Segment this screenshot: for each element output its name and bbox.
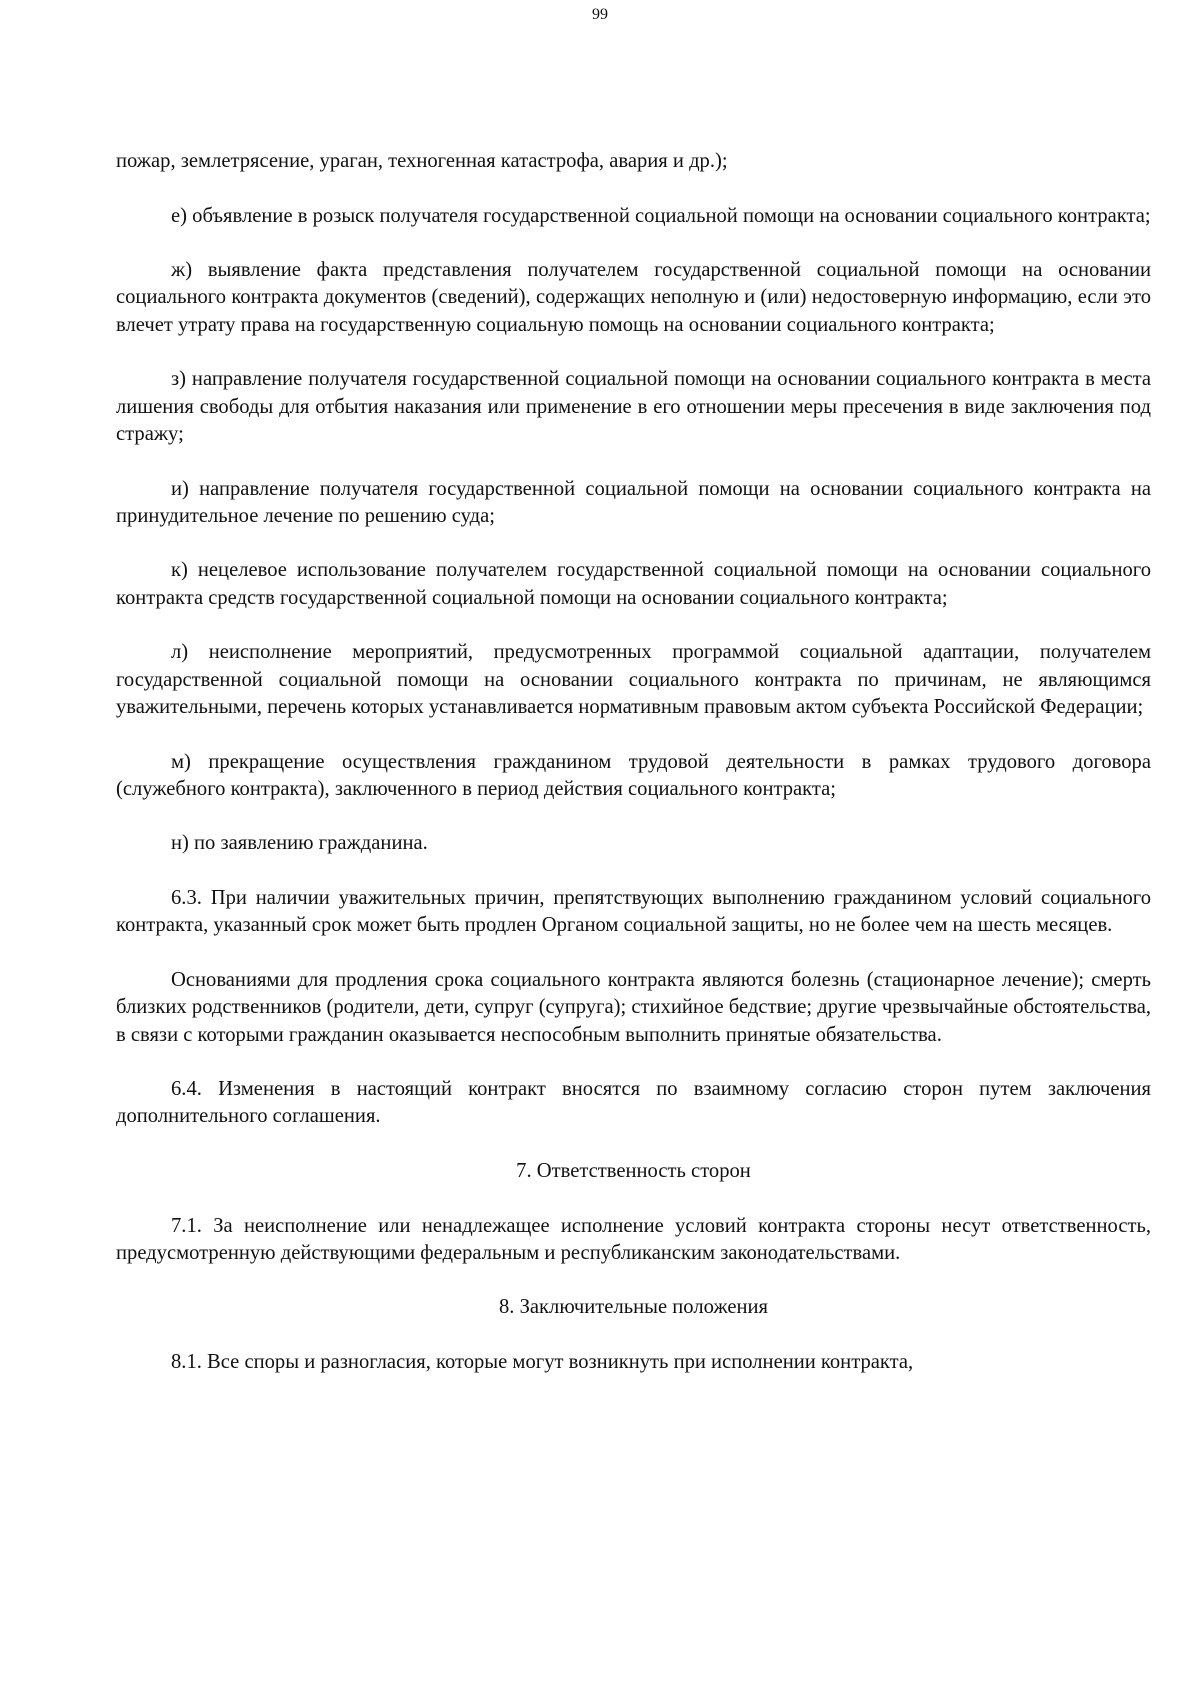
clause-6-4: 6.4. Изменения в настоящий контракт вносятся по взаимному согласию сторон путем заключения дополнительного соглашения.	[116, 1078, 1151, 1128]
paragraph-continuation: пожар, землетрясение, ураган, техногенная катастрофа, авария и др.);	[116, 150, 728, 172]
list-item-k: к) нецелевое использование получателем государственной социальной помощи на основании социального контракта средств государственной социальной помощи на основании социального контракта;	[116, 559, 1151, 609]
clause-6-3: 6.3. При наличии уважительных причин, препятствующих выполнению гражданином условий социального контракта, указанный срок может быть продлен Органом социальной защиты, но не более чем на шесть месяцев.	[116, 887, 1151, 937]
list-item-i: и) направление получателя государственной социальной помощи на основании социального контракта на принудительное лечение по решению суда;	[116, 477, 1151, 527]
list-item-l: л) неисполнение мероприятий, предусмотренных программой социальной адаптации, получателем государственной социальной помощи на основании социального контракта по причинам, не являющимся уважительными, перечень которых устанавливается нормативным правовым актом субъекта Российской Федерации;	[116, 641, 1151, 718]
clause-extension-grounds: Основаниями для продления срока социального контракта являются болезнь (стационарное лечение); смерть близких родственников (родители, дети, супруг (супруга); стихийное бедствие; другие чрезвычайные обстоятельства, в связи с которыми гражданин оказывается неспособным выполнить принятые обязательства.	[116, 968, 1151, 1046]
list-item-m: м) прекращение осуществления гражданином трудовой деятельности в рамках трудового договора (служебного контракта), заключенного в период действия социального контракта;	[116, 750, 1151, 800]
list-item-n: н) по заявлению гражданина.	[171, 832, 428, 855]
section-heading-7: 7. Ответственность сторон	[516, 1159, 751, 1182]
list-item-e: е) объявление в розыск получателя государственной социальной помощи на основании социального контракта;	[171, 204, 1151, 227]
clause-7-1: 7.1. За неисполнение или ненадлежащее исполнение условий контракта стороны несут ответственность, предусмотренную действующими федеральным и республиканским законодательствами.	[116, 1214, 1151, 1264]
list-item-z: з) направление получателя государственной социальной помощи на основании социального контракта в места лишения свободы для отбытия наказания или применение в его отношении меры пресечения в виде заключения под стражу;	[116, 368, 1151, 445]
clause-8-1: 8.1. Все споры и разногласия, которые могут возникнуть при исполнении контракта,	[171, 1351, 914, 1374]
section-heading-8: 8. Заключительные положения	[499, 1296, 768, 1319]
document-body	[116, 148, 1151, 1376]
page-number: 99	[592, 6, 608, 23]
list-item-zh: ж) выявление факта представления получателем государственной социальной помощи на основании социального контракта документов (сведений), содержащих неполную и (или) недостоверную информацию, если это влечет утрату права на государственную социальную помощь на основании социального контракта;	[116, 259, 1151, 336]
